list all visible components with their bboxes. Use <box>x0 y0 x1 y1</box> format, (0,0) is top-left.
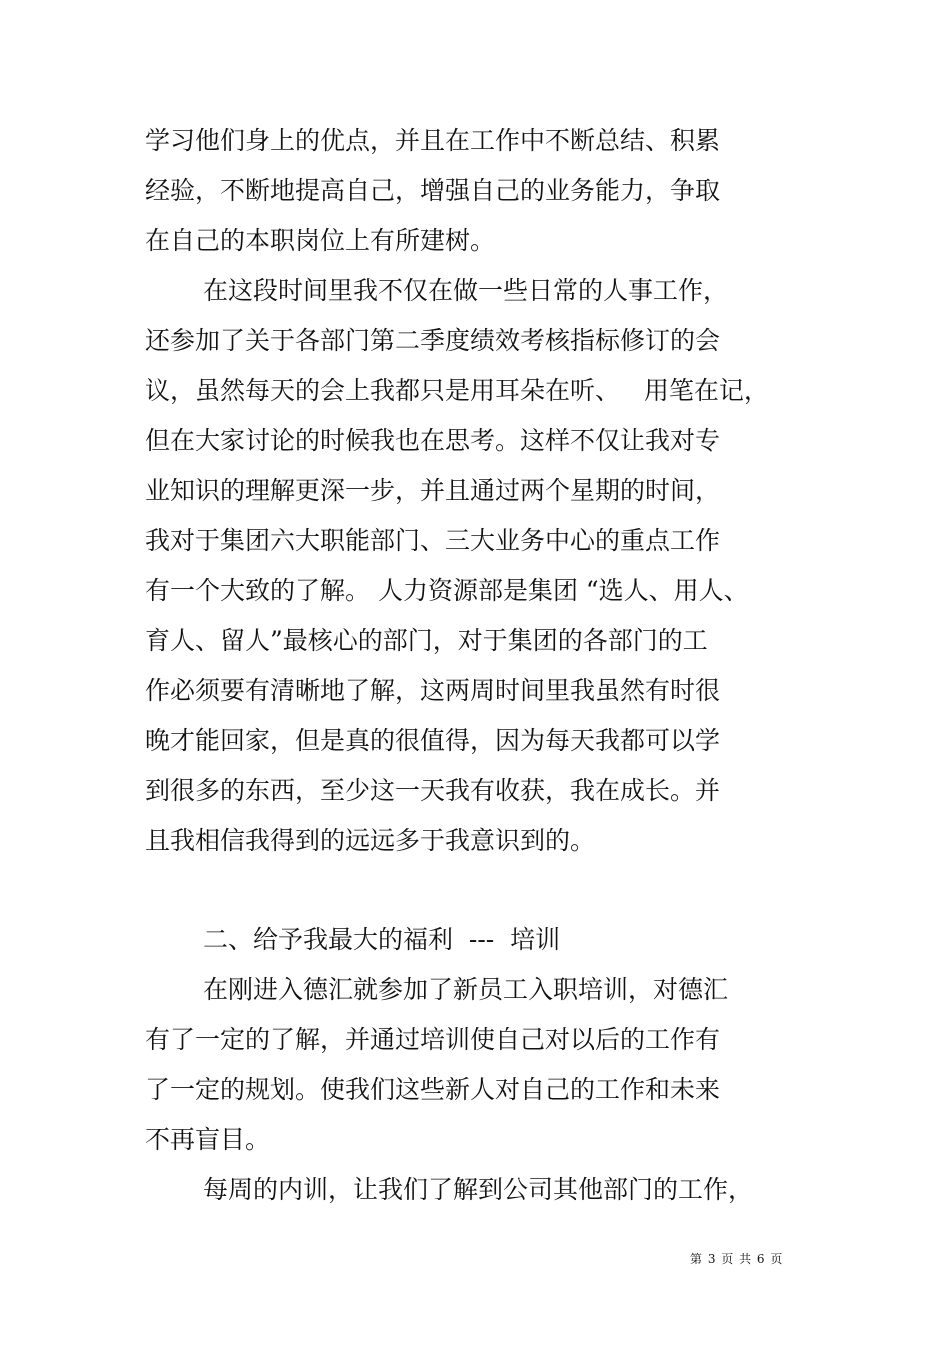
text-line: 到很多的东西，至少这一天我有收获，我在成长。并 <box>145 776 721 805</box>
text-line: 有了一定的了解，并通过培训使自己对以后的工作有 <box>145 1025 721 1054</box>
text-line: 经验，不断地提高自己，增强自己的业务能力，争取 <box>145 176 721 205</box>
paragraph-first-line: 在这段时间里我不仅在做一些日常的人事工作， <box>203 276 729 305</box>
text-line: 业知识的理解更深一步，并且通过两个星期的时间， <box>145 476 721 505</box>
text-line: 议，虽然每天的会上我都只是用耳朵在听、 用笔在记， <box>145 376 769 405</box>
text-line: 育人、留人”最核心的部门，对于集团的各部门的工 <box>145 626 708 655</box>
paragraph-first-line: 在刚进入德汇就参加了新员工入职培训，对德汇 <box>203 975 729 1004</box>
text-line: 有一个大致的了解。 人力资源部是集团 “选人、用人、 <box>145 576 749 605</box>
text-line: 还参加了关于各部门第二季度绩效考核指标修订的会 <box>145 326 721 355</box>
text-line: 学习他们身上的优点，并且在工作中不断总结、积累 <box>145 126 721 155</box>
text-line: 不再盲目。 <box>145 1125 271 1154</box>
text-line: 在自己的本职岗位上有所建树。 <box>145 226 496 255</box>
text-line: 我对于集团六大职能部门、三大业务中心的重点工作 <box>145 526 721 555</box>
text-line: 作必须要有清晰地了解，这两周时间里我虽然有时很 <box>145 676 721 705</box>
text-line: 但在大家讨论的时候我也在思考。这样不仅让我对专 <box>145 426 721 455</box>
text-line: 且我相信我得到的远远多于我意识到的。 <box>145 826 596 855</box>
section-heading: 二、给予我最大的福利 --- 培训 <box>203 925 561 954</box>
text-line: 了一定的规划。使我们这些新人对自己的工作和未来 <box>145 1075 721 1104</box>
text-line: 晚才能回家，但是真的很值得，因为每天我都可以学 <box>145 726 721 755</box>
page-number-footer: 第 3 页 共 6 页 <box>690 1252 784 1266</box>
paragraph-first-line: 每周的内训，让我们了解到公司其他部门的工作， <box>203 1175 754 1204</box>
